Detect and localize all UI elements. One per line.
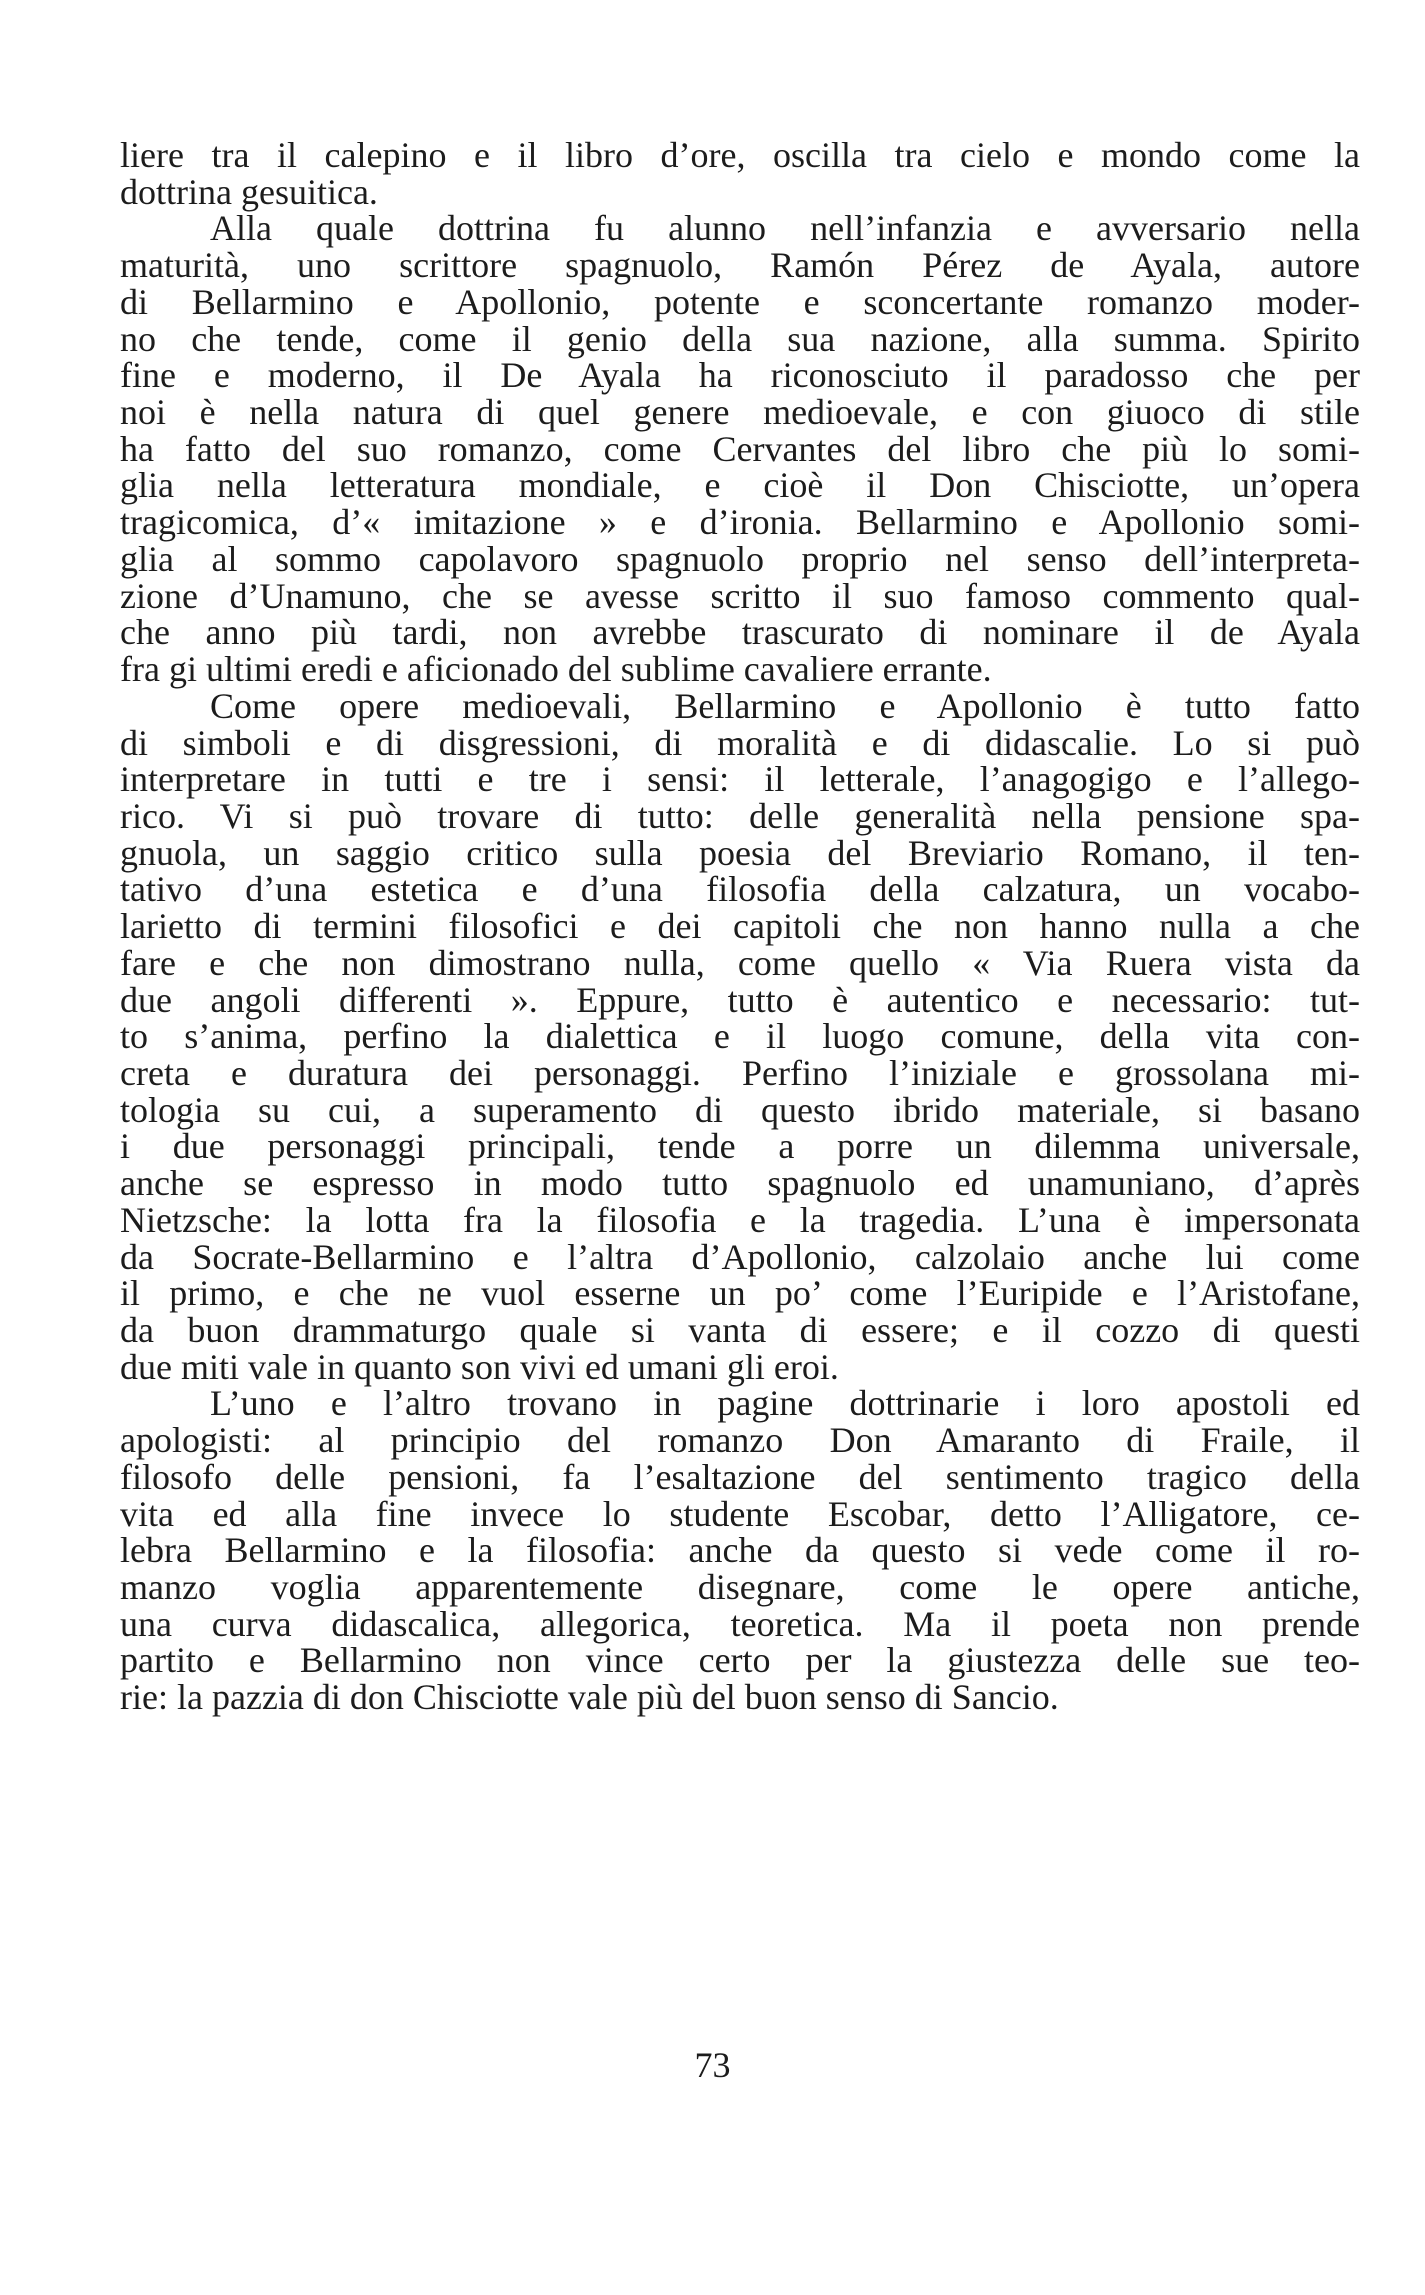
- text-line: una curva didascalica, allegorica, teoretica. Ma il poeta non prende: [120, 1603, 1360, 1644]
- text-line: i due personaggi principali, tende a porre un dilemma universale,: [120, 1126, 1360, 1167]
- text-line: vita ed alla fine invece lo studente Escobar, detto l’Alligatore, ce-: [120, 1493, 1360, 1534]
- text-line: fare e che non dimostrano nulla, come quello « Via Ruera vista da: [120, 942, 1360, 983]
- text-line: liere tra il calepino e il libro d’ore, oscilla tra cielo e mondo come la: [120, 135, 1360, 175]
- text-line: due miti vale in quanto son vivi ed umani gli eroi.: [120, 1346, 839, 1387]
- text-line: L’uno e l’altro trovano in pagine dottrinarie i loro apostoli ed: [210, 1383, 1360, 1424]
- text-line: to s’anima, perfino la dialettica e il luogo comune, della vita con-: [120, 1016, 1360, 1057]
- text-line: ha fatto del suo romanzo, come Cervantes del libro che più lo somi-: [120, 428, 1360, 469]
- text-line: larietto di termini filosofici e dei capitoli che non hanno nulla a che: [120, 906, 1360, 947]
- text-line: noi è nella natura di quel genere medioevale, e con giuoco di stile: [120, 392, 1360, 433]
- text-line: da Socrate-Bellarmino e l’altra d’Apollonio, calzolaio anche lui come: [120, 1236, 1360, 1277]
- text-line: il primo, e che ne vuol esserne un po’ come l’Euripide e l’Aristofane,: [120, 1273, 1360, 1314]
- text-line: da buon drammaturgo quale si vanta di essere; e il cozzo di questi: [120, 1310, 1360, 1350]
- text-line: due angoli differenti ». Eppure, tutto è autentico e necessario: tut-: [120, 979, 1360, 1020]
- text-line: fra gi ultimi eredi e aficionado del sublime cavaliere errante.: [120, 649, 992, 690]
- text-line: di Bellarmino e Apollonio, potente e sconcertante romanzo moder-: [120, 281, 1360, 322]
- text-line: gnuola, un saggio critico sulla poesia del Breviario Romano, il ten-: [120, 832, 1360, 873]
- text-line: glia al sommo capolavoro spagnuolo proprio nel senso dell’interpreta-: [120, 538, 1360, 579]
- text-line: tativo d’una estetica e d’una filosofia della calzatura, un vocabo-: [120, 869, 1360, 910]
- text-line: lebra Bellarmino e la filosofia: anche da questo si vede come il ro-: [120, 1530, 1360, 1571]
- page-number: 73: [694, 2045, 731, 2085]
- text-line: di simboli e di disgressioni, di moralità e di didascalie. Lo si può: [120, 722, 1360, 763]
- text-line: dottrina gesuitica.: [120, 171, 378, 212]
- text-line: interpretare in tutti e tre i sensi: il letterale, l’anagogigo e l’allego-: [120, 759, 1360, 800]
- text-line: Alla quale dottrina fu alunno nell’infanzia e avversario nella: [210, 208, 1360, 249]
- body-text: [120, 137, 1360, 1716]
- text-line: manzo voglia apparentemente disegnare, come le opere antiche,: [120, 1567, 1360, 1608]
- text-line: Nietzsche: la lotta fra la filosofia e la tragedia. L’una è impersonata: [120, 1199, 1360, 1240]
- text-line: zione d’Unamuno, che se avesse scritto il suo famoso commento qual-: [120, 575, 1360, 616]
- text-line: no che tende, come il genio della sua nazione, alla summa. Spirito: [120, 318, 1360, 359]
- text-line: tologia su cui, a superamento di questo ibrido materiale, si basano: [120, 1089, 1360, 1130]
- text-line: che anno più tardi, non avrebbe trascurato di nominare il de Ayala: [120, 612, 1360, 653]
- text-line: glia nella letteratura mondiale, e cioè il Don Chisciotte, un’opera: [120, 465, 1360, 506]
- text-line: tragicomica, d’« imitazione » e d’ironia. Bellarmino e Apollonio somi-: [120, 502, 1360, 543]
- text-line: anche se espresso in modo tutto spagnuolo ed unamuniano, d’après: [120, 1163, 1360, 1204]
- text-line: fine e moderno, il De Ayala ha riconosciuto il paradosso che per: [120, 355, 1360, 396]
- text-line: rico. Vi si può trovare di tutto: delle generalità nella pensione spa-: [120, 795, 1360, 836]
- text-line: Come opere medioevali, Bellarmino e Apollonio è tutto fatto: [210, 685, 1360, 726]
- text-line: maturità, uno scrittore spagnuolo, Ramón Pérez de Ayala, autore: [120, 245, 1360, 286]
- text-line: rie: la pazzia di don Chisciotte vale più del buon senso di Sancio.: [120, 1677, 1059, 1718]
- text-line: filosofo delle pensioni, fa l’esaltazione del sentimento tragico della: [120, 1456, 1360, 1497]
- text-line: partito e Bellarmino non vince certo per la giustezza delle sue teo-: [120, 1640, 1360, 1681]
- text-line: creta e duratura dei personaggi. Perfino l’iniziale e grossolana mi-: [120, 1052, 1360, 1093]
- text-line: apologisti: al principio del romanzo Don Amaranto di Fraile, il: [120, 1420, 1360, 1461]
